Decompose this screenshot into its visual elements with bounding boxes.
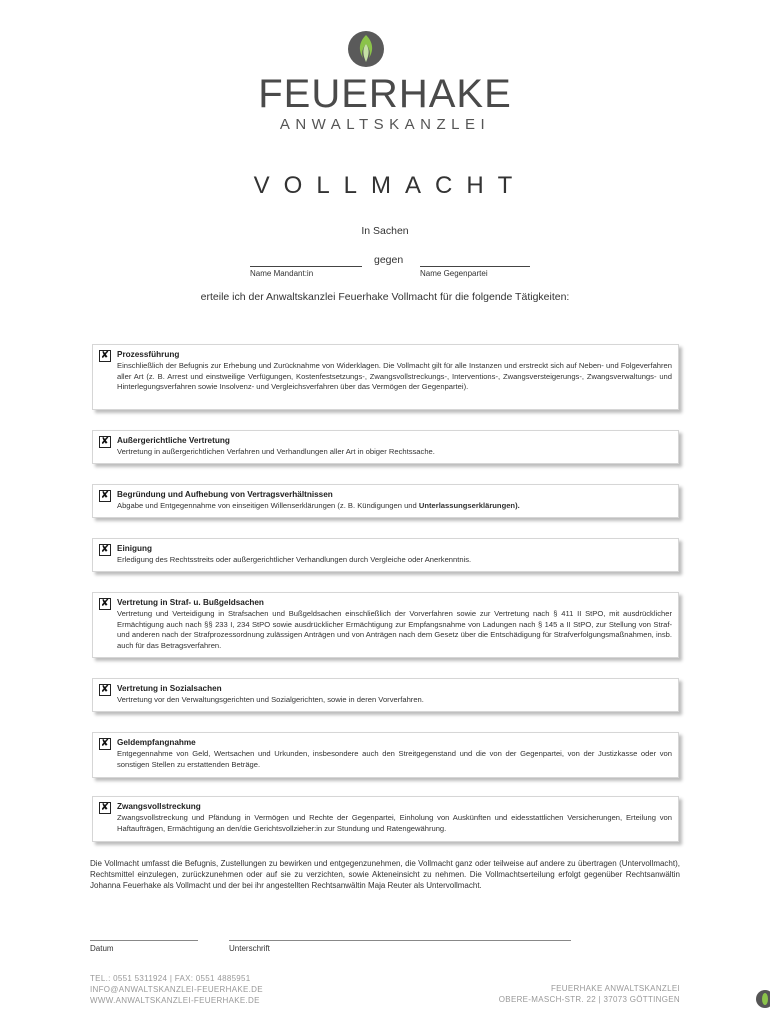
section-aussergerichtliche-vertretung [92,430,679,464]
section-body: Vertretung vor den Verwaltungsgerichten und Sozialgerichten, sowie in deren Vorverfahren. [117,695,424,704]
section-prozessfuehrung [92,344,679,410]
section-body: Zwangsvollstreckung und Pfändung in Vermögen und Rechte der Gegenpartei, Einholung von Auskünften und eidesstattlichen Versicherungen, Erteilung von Haftaufträgen, Ermächtigung an den/die Gerichtsvollzieher:in zur Stundung und Ratengewährung. [117,813,672,833]
section-body [117,501,672,512]
section-title: Zwangsvollstreckung [117,802,201,811]
section-einigung [92,538,679,572]
footer-street: OBERE-MASCH-STR. 22 | 37073 GÖTTINGEN [498,995,680,1004]
section-title: Vertretung in Straf- u. Bußgeldsachen [117,598,264,607]
section-body: Einschließlich der Befugnis zur Erhebung und Zurücknahme von Widerklagen. Die Vollmacht gilt für alle Instanzen und erstreckt sich auf Neben- und Folgeverfahren aller Art (z. B. Arrest und einstweilige Verfügungen, Kostenfestsetzungs-, Zwangsvollstreckungs-, Interventions-, Zwangsversteigerungs-, Zwangsverwaltungs- und Hinterlegungsverfahren sowie Insolvenz- und Vergleichsverfahren über das Vermögen der Gegenpartei). [117,361,672,391]
section-title: Einigung [117,544,153,553]
document-title: VOLLMACHT [253,172,527,199]
gegenpartei-caption: Name Gegenpartei [420,269,488,278]
checkbox-checked-icon[interactable]: ✘ [100,802,110,813]
section-geldempfangnahme [92,732,679,778]
footer-phone: TEL.: 0551 5311924 | FAX: 0551 4885951 [90,974,251,983]
footer-contact [90,973,263,1006]
checkbox-checked-icon[interactable]: ✘ [100,684,110,695]
checkbox-checked-icon[interactable]: ✘ [100,738,110,749]
footer-email: INFO@ANWALTSKANZLEI-FEUERHAKE.DE [90,985,263,994]
section-zwangsvollstreckung [92,796,679,842]
section-vertragsverhaeltnisse [92,484,679,518]
mandant-caption: Name Mandant:in [250,269,314,278]
section-body-text: Abgabe und Entgegennahme von einseitigen Willenserklärungen (z. B. Kündigungen und [117,501,419,510]
section-title: Geldempfangnahme [117,738,196,747]
checkbox-checked-icon[interactable]: ✘ [100,436,110,447]
intro-text: erteile ich der Anwaltskanzlei Feuerhake Vollmacht für die folgende Tätigkeiten: [200,291,570,303]
section-title: Vertretung in Sozialsachen [117,684,222,693]
section-sozialsachen [92,678,679,712]
checkbox-checked-icon[interactable]: ✘ [100,350,110,361]
logo-name: FEUERHAKE [258,72,512,116]
footer-firm: FEUERHAKE ANWALTSKANZLEI [550,984,680,993]
in-sachen-label: In Sachen [361,225,409,237]
section-title: Prozessführung [117,350,180,359]
section-body: Vertretung und Verteidigung in Strafsachen und Bußgeldsachen einschließlich der Vorverfahren sowie zur Vertretung nach § 411 II StPO, mit ausdrücklicher Ermächtigung auch nach §§ 233 I, 234 StPO sowie ausdrücklicher Ermächtigung zur Empfangsnahme von Ladungen nach § 145 a II StPO, zur Stellung von Straf- und anderen nach der Strafprozessordnung zulässigen Anträgen und von Anträgen nach dem Gesetz über die Entschädigung für Strafverfolgungsmaßnahmen, insb. auch für das Betragsverfahren. [117,609,672,650]
section-body: Entgegennahme von Geld, Wertsachen und Urkunden, insbesondere auch den Streitgegenstand und die von der Gegenpartei, von der Justizkasse oder von sonstigen Stellen zu erstattenden Beträge. [117,749,672,769]
section-body: Erledigung des Rechtsstreits oder außergerichtlicher Verhandlungen durch Vergleiche oder Anerkenntnis. [117,555,472,564]
parties-row [0,254,770,284]
footer-address [499,983,680,1005]
signature-label: Unterschrift [229,944,270,953]
gegenpartei-name-field[interactable] [420,266,530,267]
checkbox-checked-icon[interactable]: ✘ [100,544,110,555]
section-title: Außergerichtliche Vertretung [117,436,230,445]
signature-field[interactable] [229,940,571,941]
checkbox-checked-icon[interactable]: ✘ [100,490,110,501]
checkbox-checked-icon[interactable]: ✘ [100,598,110,609]
date-field[interactable] [90,940,198,941]
closing-paragraph: Die Vollmacht umfasst die Befugnis, Zustellungen zu bewirken und entgegenzunehmen, die Vollmacht ganz oder teilweise auf andere zu übertragen (Untervollmacht), Rechtsmittel einzulegen, zurückzunehmen oder auf sie zu verzichten, sowie Akteneinsicht zu nehmen. Die Vollmachtserteilung erfolgt gegenüber Rechtsanwältin Johanna Feuerhake als Vollmacht und der bei ihr angestellten Rechtsanwältin Maja Reuter als Untervollmacht. [90,859,680,890]
mandant-name-field[interactable] [250,266,362,267]
corner-logo-icon [756,990,770,1008]
gegen-label: gegen [374,254,404,266]
logo-subtitle: ANWALTSKANZLEI [279,116,491,133]
footer-website: WWW.ANWALTSKANZLEI-FEUERHAKE.DE [90,996,260,1005]
section-straf-bussgeldsachen [92,592,679,658]
section-body-bold: Unterlassungserklärungen). [418,501,520,510]
date-label: Datum [90,944,114,953]
section-title: Begründung und Aufhebung von Vertragsverhältnissen [117,490,333,499]
flame-logo-icon [347,30,385,68]
section-body: Vertretung in außergerichtlichen Verfahren und Verhandlungen aller Art in obiger Rechtssache. [117,447,435,456]
